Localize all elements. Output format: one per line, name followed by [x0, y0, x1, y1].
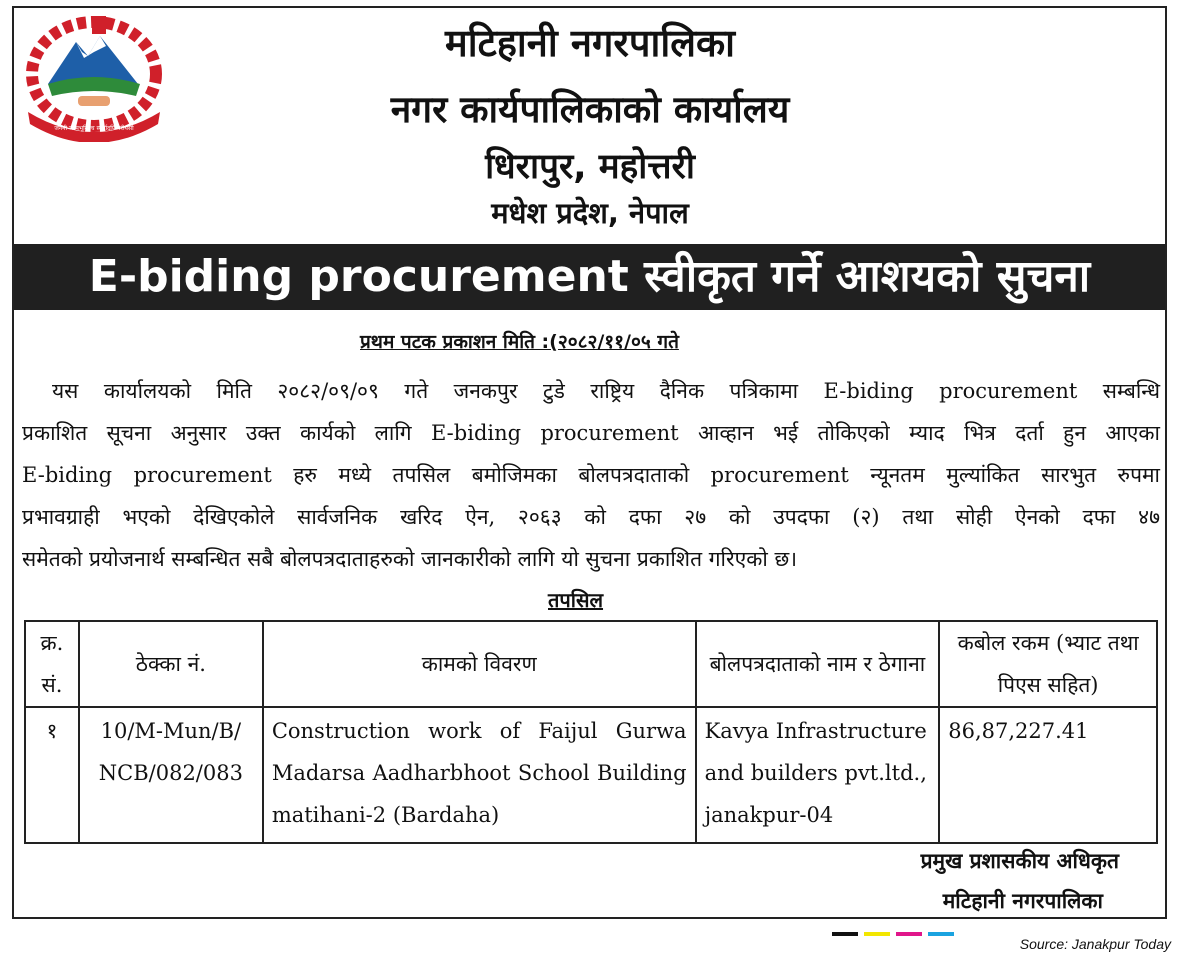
office-name: नगर कार्यपालिकाको कार्यालय	[390, 88, 790, 131]
notice-body	[22, 370, 1160, 580]
print-color-bar	[832, 932, 858, 936]
signatory-title: प्रमुख प्रशासकीय अधिकृत	[920, 849, 1119, 873]
body-line: प्रभावग्राही भएको देखिएकोले सार्वजनिक खरिद ऐन, २०६३ को दफा २७ को उपदफा (२) तथा सोही ऐनको दफा ४७	[22, 505, 1160, 529]
print-color-bar	[928, 932, 954, 936]
municipality-emblem-icon	[18, 12, 170, 142]
col-header-contract-no: ठेक्का नं.	[79, 621, 263, 707]
municipality-name: मटिहानी नगरपालिका	[445, 21, 735, 65]
office-location: धिरापुर, महोत्तरी	[485, 147, 695, 187]
col-header-amount: कबोल रकम (भ्याट तथा पिएस सहित)	[939, 621, 1157, 707]
signatory-office: मटिहानी नगरपालिका	[942, 889, 1103, 913]
schedule-label: तपसिल	[548, 588, 604, 612]
province-country: मधेश प्रदेश, नेपाल	[491, 196, 689, 230]
source-credit: Source: Janakpur Today	[1019, 936, 1171, 952]
col-header-sn: क्र. सं.	[25, 621, 79, 707]
table-header-row	[25, 621, 1157, 707]
cell-bidder: Kavya Infrastructure and builders pvt.ltd., janakpur-04	[696, 707, 940, 843]
col-header-bidder: बोलपत्रदाताको नाम र ठेगाना	[696, 621, 940, 707]
cell-amount: 86,87,227.41	[939, 707, 1157, 843]
body-line: E-biding procurement हरु मध्ये तपसिल बमोजिमका बोलपत्रदाताको procurement न्यूनतम मुल्यांकित सारभुत रुपमा	[22, 463, 1160, 487]
print-color-bar	[864, 932, 890, 936]
print-color-bar	[896, 932, 922, 936]
body-line: प्रकाशित सूचना अनुसार उक्त कार्यको लागि E-biding procurement आव्हान भई तोकिएको म्याद भित्र दर्ता हुन आएका	[22, 421, 1160, 445]
notice-title-banner: E-biding procurement स्वीकृत गर्ने आशयको सुचना	[14, 244, 1165, 310]
body-line: समेतको प्रयोजनार्थ सम्बन्धित सबै बोलपत्रदाताहरुको जानकारीको लागि यो सुचना प्रकाशित गरिएको छ।	[22, 547, 798, 571]
table-row	[25, 707, 1157, 843]
cell-contract-no: 10/M-Mun/B/ NCB/082/083	[79, 707, 263, 843]
col-header-description: कामको विवरण	[263, 621, 696, 707]
body-line: यस कार्यालयको मिति २०८२/०९/०९ गते जनकपुर टुडे राष्ट्रिय दैनिक पत्रिकामा E-biding procurement सम्बन्धि	[52, 379, 1160, 403]
bid-table	[24, 620, 1158, 844]
publication-date: प्रथम पटक प्रकाशन मिति :(२०८२/११/०५ गते	[360, 331, 679, 353]
svg-text:जननी जन्मभूमिश्च स्वर्गादपि गर: जननी जन्मभूमिश्च स्वर्गादपि गरीयसी	[54, 125, 134, 132]
cell-sn: १	[25, 707, 79, 843]
cell-description: Construction work of Faijul Gurwa Madarsa Aadharbhoot School Building matihani-2 (Bardaha)	[263, 707, 696, 843]
